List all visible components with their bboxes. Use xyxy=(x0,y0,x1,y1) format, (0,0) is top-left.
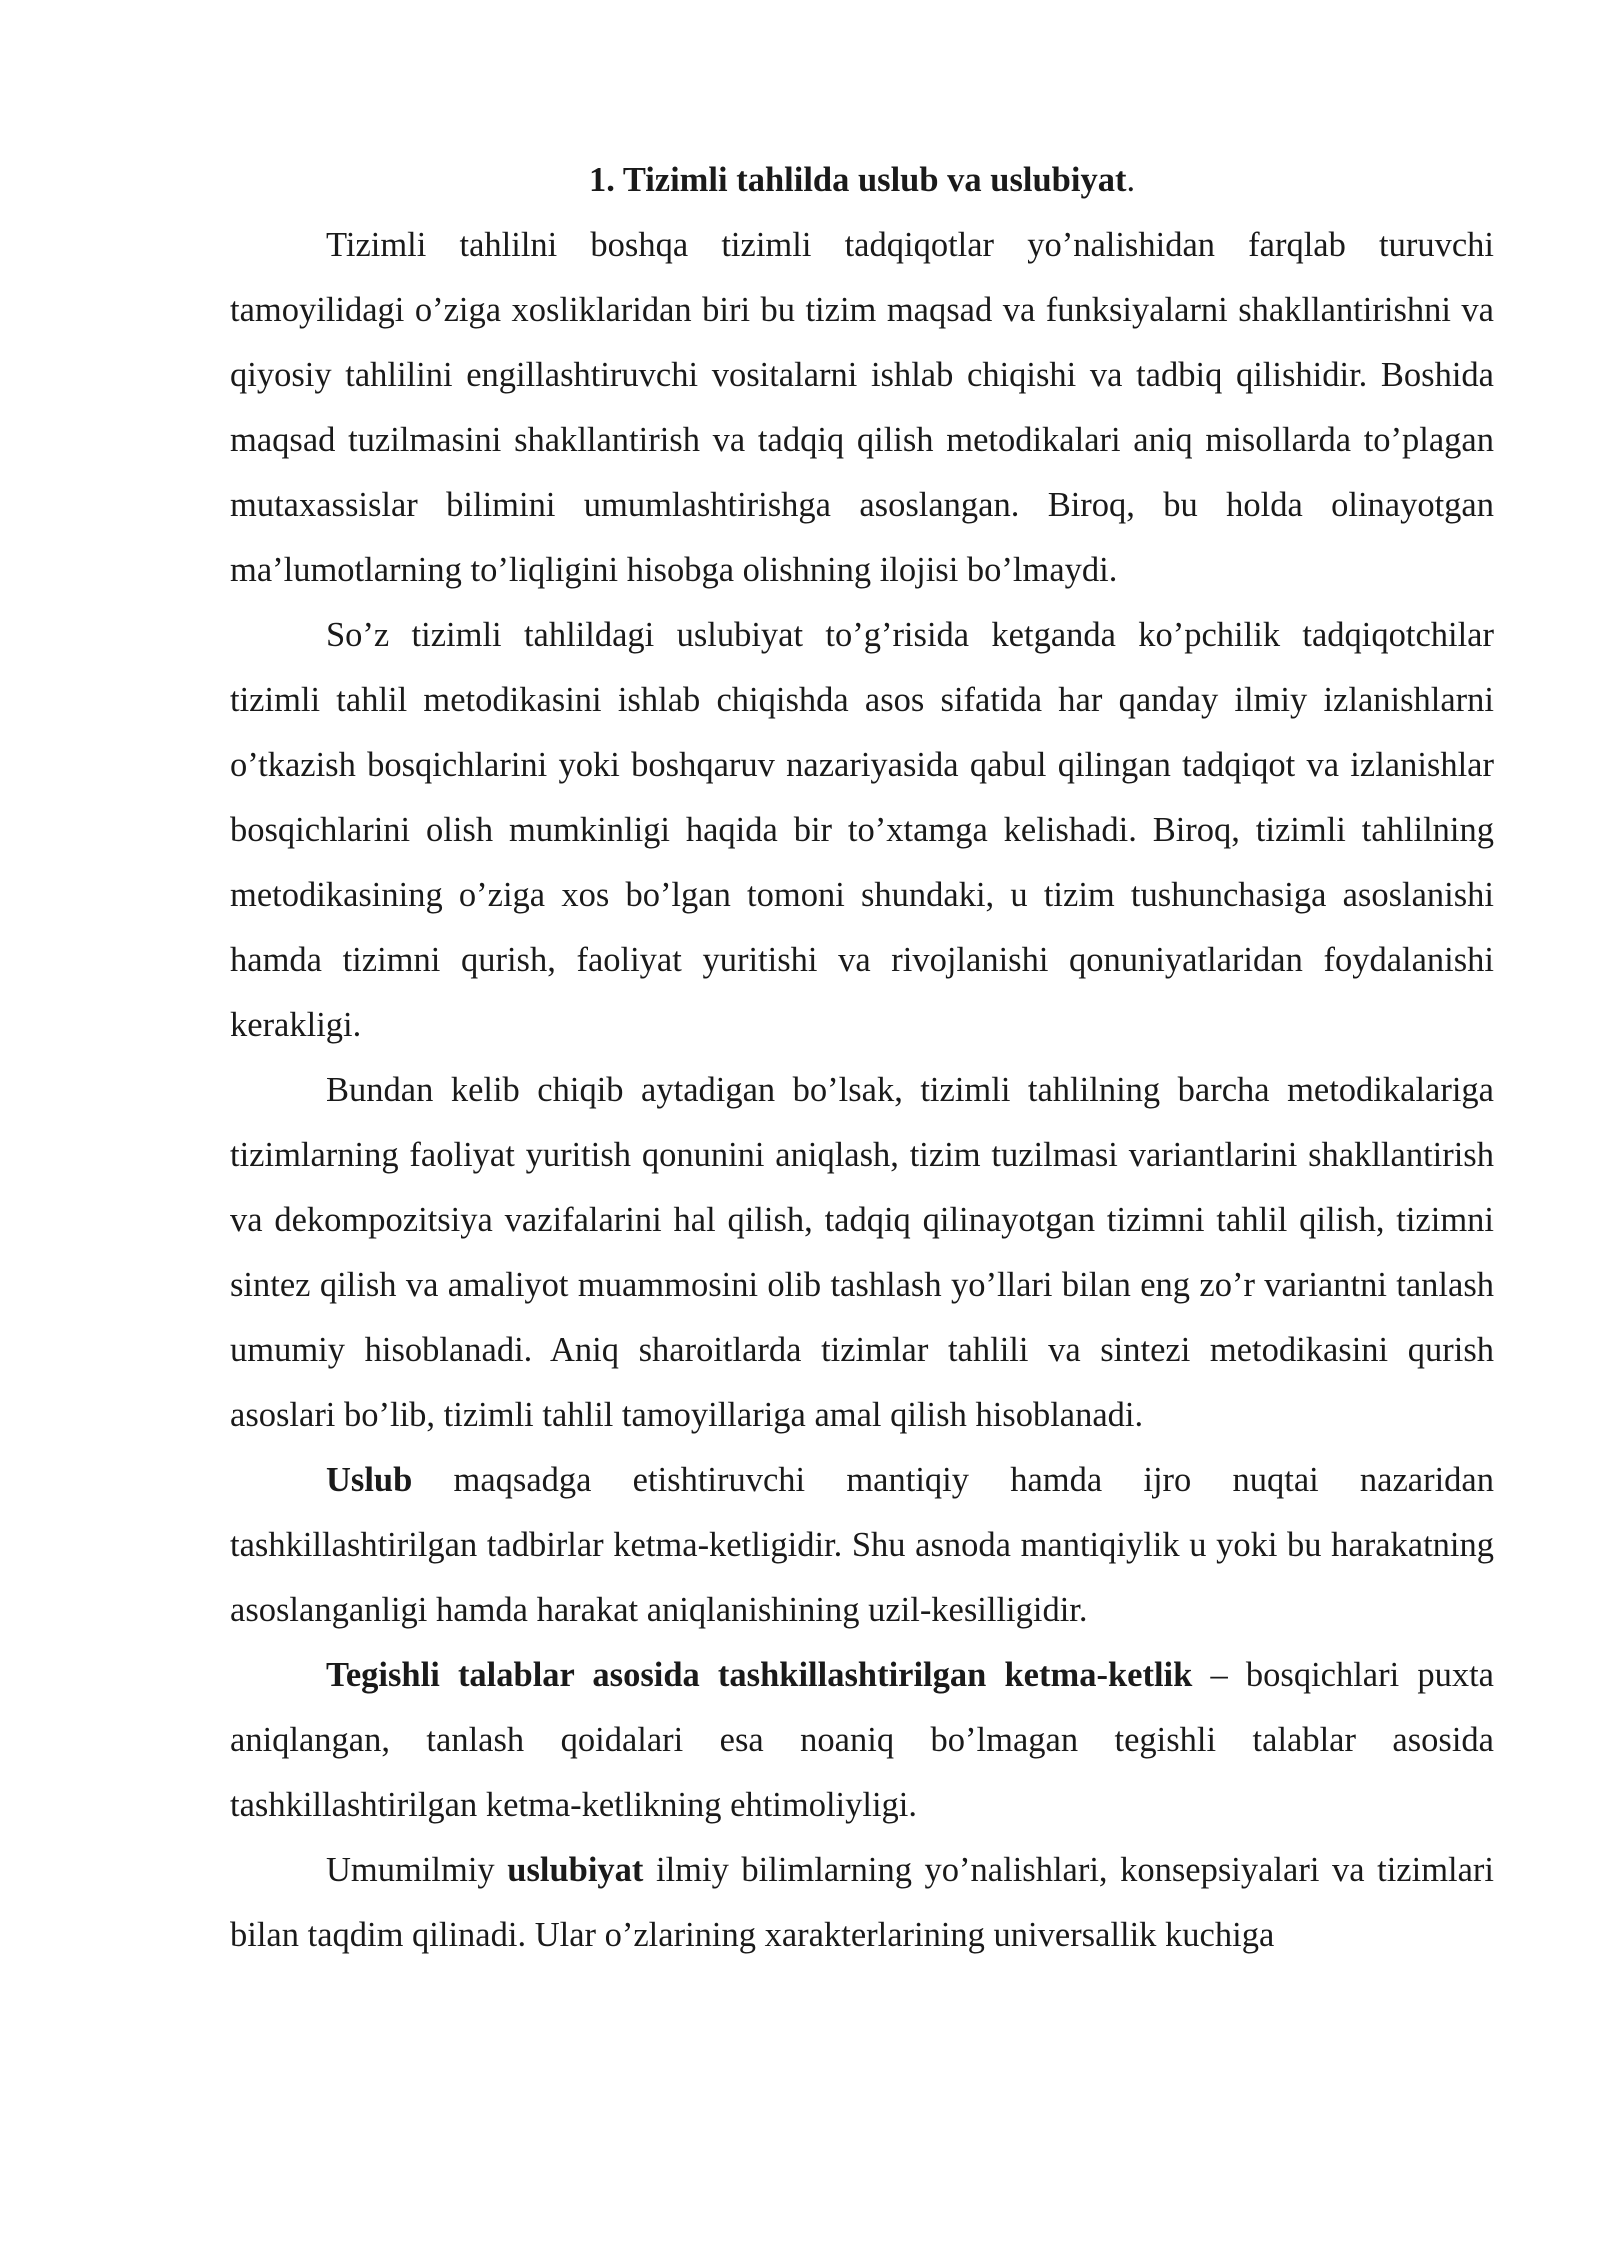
section-title-period: . xyxy=(1126,161,1136,199)
term-uslubiyat: uslubiyat xyxy=(507,1851,644,1889)
term-sequence: Tegishli talablar asosida tashkillashtirilgan ketma-ketlik xyxy=(326,1656,1193,1694)
paragraph-uslub-definition xyxy=(230,1448,1494,1643)
paragraph-body: ilmiy bilimlarning yo’nalishlari, konsepsiyalari va tizimlari bilan taqdim qilinadi. Ular o’zlarining xarakterlarining universallik kuchiga xyxy=(230,1851,1494,1954)
paragraph-sequence-definition xyxy=(230,1643,1494,1838)
document-page xyxy=(230,148,1494,1968)
paragraph-uslubiyat-definition xyxy=(230,1838,1494,1968)
paragraph-1: Tizimli tahlilni boshqa tizimli tadqiqotlar yo’nalishidan farqlab turuvchi tamoyilidagi o’ziga xosliklaridan biri bu tizim maqsad va funksiyalarni shakllantirishni va qiyosiy tahlilini engillashtiruvchi vositalarni ishlab chiqishi va tadbiq qilishidir. Boshida maqsad tuzilmasini shakllantirish va tadqiq qilish metodikalari aniq misollarda to’plagan mutaxassislar bilimini umumlashtirishga asoslangan. Biroq, bu holda olinayotgan ma’lumotlarning to’liqligini hisobga olishning ilojisi bo’lmaydi. xyxy=(230,226,1494,589)
paragraph-body: maqsadga etishtiruvchi mantiqiy hamda ijro nuqtai nazaridan tashkillashtirilgan tadbirlar ketma-ketligidir. Shu asnoda mantiqiylik u yoki bu harakatning asoslanganligi hamda harakat aniqlanishining uzil-kesilligidir. xyxy=(230,1461,1494,1629)
paragraph-body: – bosqichlari puxta aniqlangan, tanlash qoidalari esa noaniq bo’lmagan tegishli talablar asosida tashkillashtirilgan ketma-ketlikning ehtimoliyligi. xyxy=(230,1656,1494,1824)
section-title xyxy=(230,148,1494,213)
paragraph-2: So’z tizimli tahlildagi uslubiyat to’g’risida ketganda ko’pchilik tadqiqotchilar tizimli tahlil metodikasini ishlab chiqishda asos sifatida har qanday ilmiy izlanishlarni o’tkazish bosqichlarini yoki boshqaruv nazariyasida qabul qilingan tadqiqot va izlanishlar bosqichlarini olish mumkinligi haqida bir to’xtamga kelishadi. Biroq, tizimli tahlilning metodikasining o’ziga xos bo’lgan tomoni shundaki, u tizim tushunchasiga asoslanishi hamda tizimni qurish, faoliyat yuritishi va rivojlanishi qonuniyatlaridan foydalanishi kerakligi. xyxy=(230,616,1494,1044)
section-title-text: 1. Tizimli tahlilda uslub va uslubiyat xyxy=(588,161,1127,199)
paragraph-3: Bundan kelib chiqib aytadigan bo’lsak, tizimli tahlilning barcha metodikalariga tizimlarning faoliyat yuritish qonunini aniqlash, tizim tuzilmasi variantlarini shakllantirish va dekompozitsiya vazifalarini hal qilish, tadqiq qilinayotgan tizimni tahlil qilish, tizimni sintez qilish va amaliyot muammosini olib tashlash yo’llari bilan eng zo’r variantni tanlash umumiy hisoblanadi. Aniq sharoitlarda tizimlar tahlili va sintezi metodikasini qurish asoslari bo’lib, tizimli tahlil tamoyillariga amal qilish hisoblanadi. xyxy=(230,1071,1494,1434)
paragraph-lead: Umumilmiy xyxy=(326,1851,508,1889)
term-uslub: Uslub xyxy=(326,1461,413,1499)
